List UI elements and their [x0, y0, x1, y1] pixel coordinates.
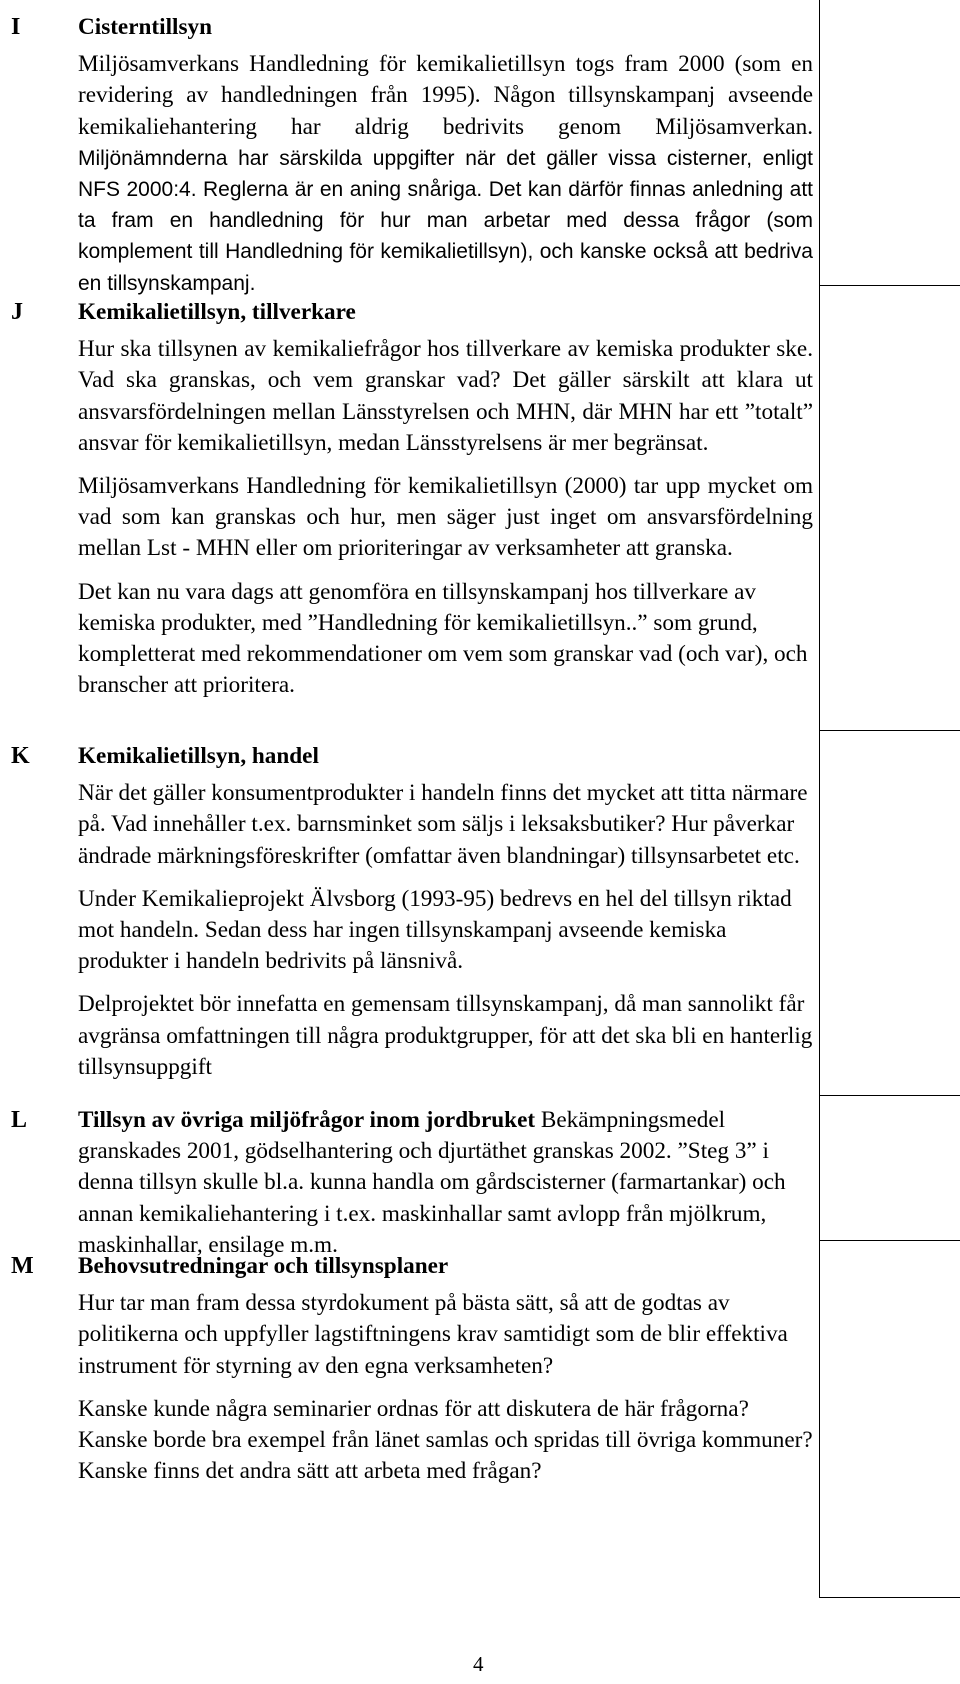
section-paragraph: Miljösamverkans Handledning för kemikalietillsyn (2000) tar upp mycket om vad som kan granskas och hur, men säger just inget om ansvarsfördelning mellan Lst - MHN eller om prioriteringar av verksamheter att granska.: [78, 473, 813, 562]
section-heading: Kemikalietillsyn, tillverkare: [78, 299, 356, 325]
section-letter: J: [11, 299, 23, 325]
section-paragraph: Under Kemikalieprojekt Älvsborg (1993-95) bedrevs en hel del tillsyn riktad mot handeln. Sedan dess har ingen tillsynskampanj avseende kemiska produkter i handeln bedrivits på länsnivå.: [78, 885, 792, 975]
section-letter: I: [11, 14, 21, 40]
paragraph-text: Miljösamverkans Handledning för kemikalietillsyn togs fram 2000 (som en revidering av handledningen från 1995). Någon tillsynskampanj avseende kemikaliehantering har aldrig bedrivits genom Miljösamverkan.: [78, 51, 813, 140]
margin-divider: [819, 1095, 960, 1096]
margin-divider: [819, 730, 960, 731]
margin-divider: [819, 285, 960, 286]
section-content: [78, 1105, 813, 1273]
paragraph-text-sans: Miljönämnderna har särskilda uppgifter när det gäller vissa cisterner, enligt NFS 2000:4. Reglerna är en aning snåriga. Det kan därför finnas anledning att ta fram en handledning för hur man arbetar med dessa frågor (som komplement till Handledning för kemikalietillsyn), och kanske också att bedriva en tillsynskampanj.: [78, 146, 813, 295]
section-content: [78, 741, 813, 1095]
section-letter: K: [11, 743, 30, 769]
section-paragraph: Det kan nu vara dags att genomföra en tillsynskampanj hos tillverkare av kemiska produkter, med ”Handledning för kemikalietillsyn..” som grund, kompletterat med rekommendationer om vem som granskar vad (och var), och branscher att prioritera.: [78, 578, 808, 699]
paragraph-text: Bekämpningsmedel granskades 2001, gödselhantering och djurtäthet granskas 2002. ”Steg 3” i denna tillsyn skulle bl.a. kunna handla om gårdscisterner (farmartankar) och annan kemikaliehantering i t.ex. maskinhallar samt avlopp från mjölkrum, maskinhallar, ensilage m.m.: [78, 1107, 786, 1258]
section-paragraph: När det gäller konsumentprodukter i handeln finns det mycket att titta närmare på. Vad innehåller t.ex. barnsminket som säljs i leksaksbutiker? Hur påverkar ändrade märkningsföreskrifter (omfattar även blandningar) tillsynsarbetet etc.: [78, 780, 808, 869]
section-content: [78, 12, 813, 311]
section-paragraph: Hur tar man fram dessa styrdokument på bästa sätt, så att de godtas av politikerna och uppfyller lagstiftningens krav samtidigt som de blir effektiva instrument för styrning av den egna verksamheten?: [78, 1290, 788, 1379]
section-heading: Cisterntillsyn: [78, 14, 212, 40]
page-number: 4: [473, 1652, 484, 1676]
section-letter: M: [11, 1253, 34, 1279]
section-heading: Kemikalietillsyn, handel: [78, 743, 319, 769]
section-paragraph: [78, 49, 813, 299]
section-letter: L: [11, 1107, 28, 1133]
section-paragraph: Hur ska tillsynen av kemikaliefrågor hos tillverkare av kemiska produkter ske. Vad ska granskas, och vem granskar vad? Det gäller särskilt att klara ut ansvarsfördelningen mellan Länsstyrelsen och MHN, där MHN har ett ”totalt” ansvar för kemikalietillsyn, medan Länsstyrelsens är mer begränsat.: [78, 336, 813, 456]
margin-divider: [819, 1240, 960, 1241]
section-content: [78, 297, 813, 713]
section-paragraph: [78, 1105, 813, 1261]
section-paragraph: Delprojektet bör innefatta en gemensam tillsynskampanj, då man sannolikt får avgränsa omfattningen till några produktgrupper, för att det ska bli en hanterlig tillsynsuppgift: [78, 991, 813, 1080]
section-heading: Tillsyn av övriga miljöfrågor inom jordbruket: [78, 1107, 536, 1133]
section-paragraph: Kanske kunde några seminarier ordnas för att diskutera de här frågorna? Kanske borde bra exempel från länet samlas och spridas till övriga kommuner? Kanske finns det andra sätt att arbeta med frågan?: [78, 1395, 813, 1485]
margin-notes-column: [819, 0, 960, 1598]
section-content: [78, 1251, 813, 1499]
section-heading: Behovsutredningar och tillsynsplaner: [78, 1253, 449, 1279]
